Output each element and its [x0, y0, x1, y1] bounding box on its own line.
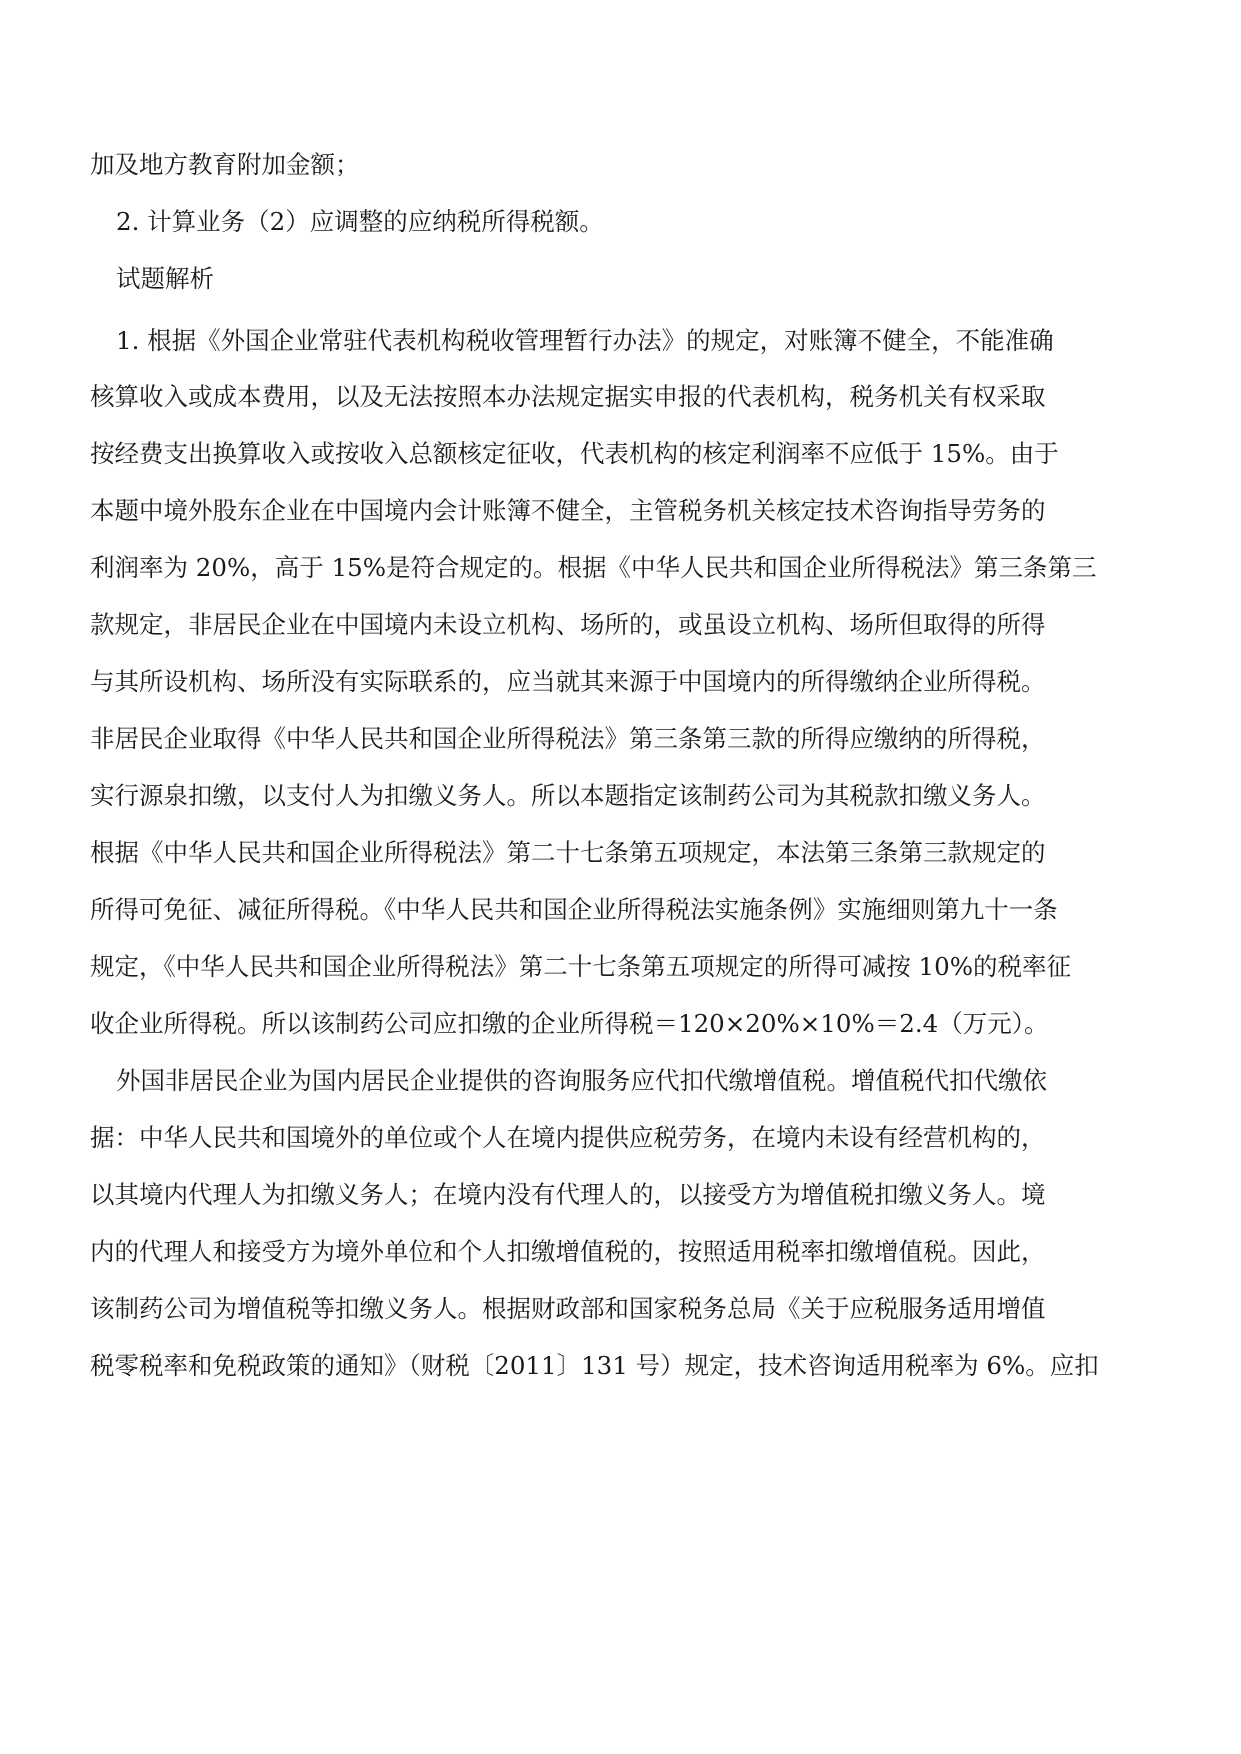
text-line: 以其境内代理人为扣缴义务人；在境内没有代理人的，以接受方为增值税扣缴义务人。境 — [90, 1180, 1046, 1209]
text-line: 收企业所得税。所以该制药公司应扣缴的企业所得税＝120×20%×10%＝2.4（万元）。 — [90, 1009, 1049, 1038]
text-line: 按经费支出换算收入或按收入总额核定征收，代表机构的核定利润率不应低于 15%。由于 — [90, 439, 1059, 468]
question-2: 2. 计算业务（2）应调整的应纳税所得税额。 — [116, 207, 604, 236]
text-line: 利润率为 20%，高于 15%是符合规定的。根据《中华人民共和国企业所得税法》第三条第三 — [90, 553, 1097, 582]
text-line: 规定，《中华人民共和国企业所得税法》第二十七条第五项规定的所得可减按 10%的税率征 — [90, 952, 1071, 981]
text-line: 非居民企业取得《中华人民共和国企业所得税法》第三条第三款的所得应缴纳的所得税， — [90, 724, 1046, 753]
text-line: 该制药公司为增值税等扣缴义务人。根据财政部和国家税务总局《关于应税服务适用增值 — [90, 1294, 1046, 1323]
text-line: 与其所设机构、场所没有实际联系的，应当就其来源于中国境内的所得缴纳企业所得税。 — [90, 667, 1046, 696]
text-line: 所得可免征、减征所得税。《中华人民共和国企业所得税法实施条例》实施细则第九十一条 — [90, 895, 1058, 924]
text-line: 加及地方教育附加金额； — [90, 150, 360, 179]
text-line: 本题中境外股东企业在中国境内会计账簿不健全，主管税务机关核定技术咨询指导劳务的 — [90, 496, 1046, 525]
text-line: 款规定，非居民企业在中国境内未设立机构、场所的，或虽设立机构、场所但取得的所得 — [90, 610, 1046, 639]
text-line: 1. 根据《外国企业常驻代表机构税收管理暂行办法》的规定，对账簿不健全，不能准确 — [116, 326, 1054, 355]
text-line: 内的代理人和接受方为境外单位和个人扣缴增值税的，按照适用税率扣缴增值税。因此， — [90, 1237, 1046, 1266]
text-line: 据：中华人民共和国境外的单位或个人在境内提供应税劳务，在境内未设有经营机构的， — [90, 1123, 1046, 1152]
text-line: 核算收入或成本费用，以及无法按照本办法规定据实申报的代表机构，税务机关有权采取 — [90, 382, 1046, 411]
section-heading: 试题解析 — [116, 264, 214, 293]
text-line: 外国非居民企业为国内居民企业提供的咨询服务应代扣代缴增值税。增值税代扣代缴依 — [116, 1066, 1047, 1095]
text-line: 根据《中华人民共和国企业所得税法》第二十七条第五项规定，本法第三条第三款规定的 — [90, 838, 1046, 867]
text-line: 实行源泉扣缴，以支付人为扣缴义务人。所以本题指定该制药公司为其税款扣缴义务人。 — [90, 781, 1046, 810]
text-line: 税零税率和免税政策的通知》（财税〔2011〕131 号）规定，技术咨询适用税率为 6%。应扣 — [90, 1351, 1099, 1380]
